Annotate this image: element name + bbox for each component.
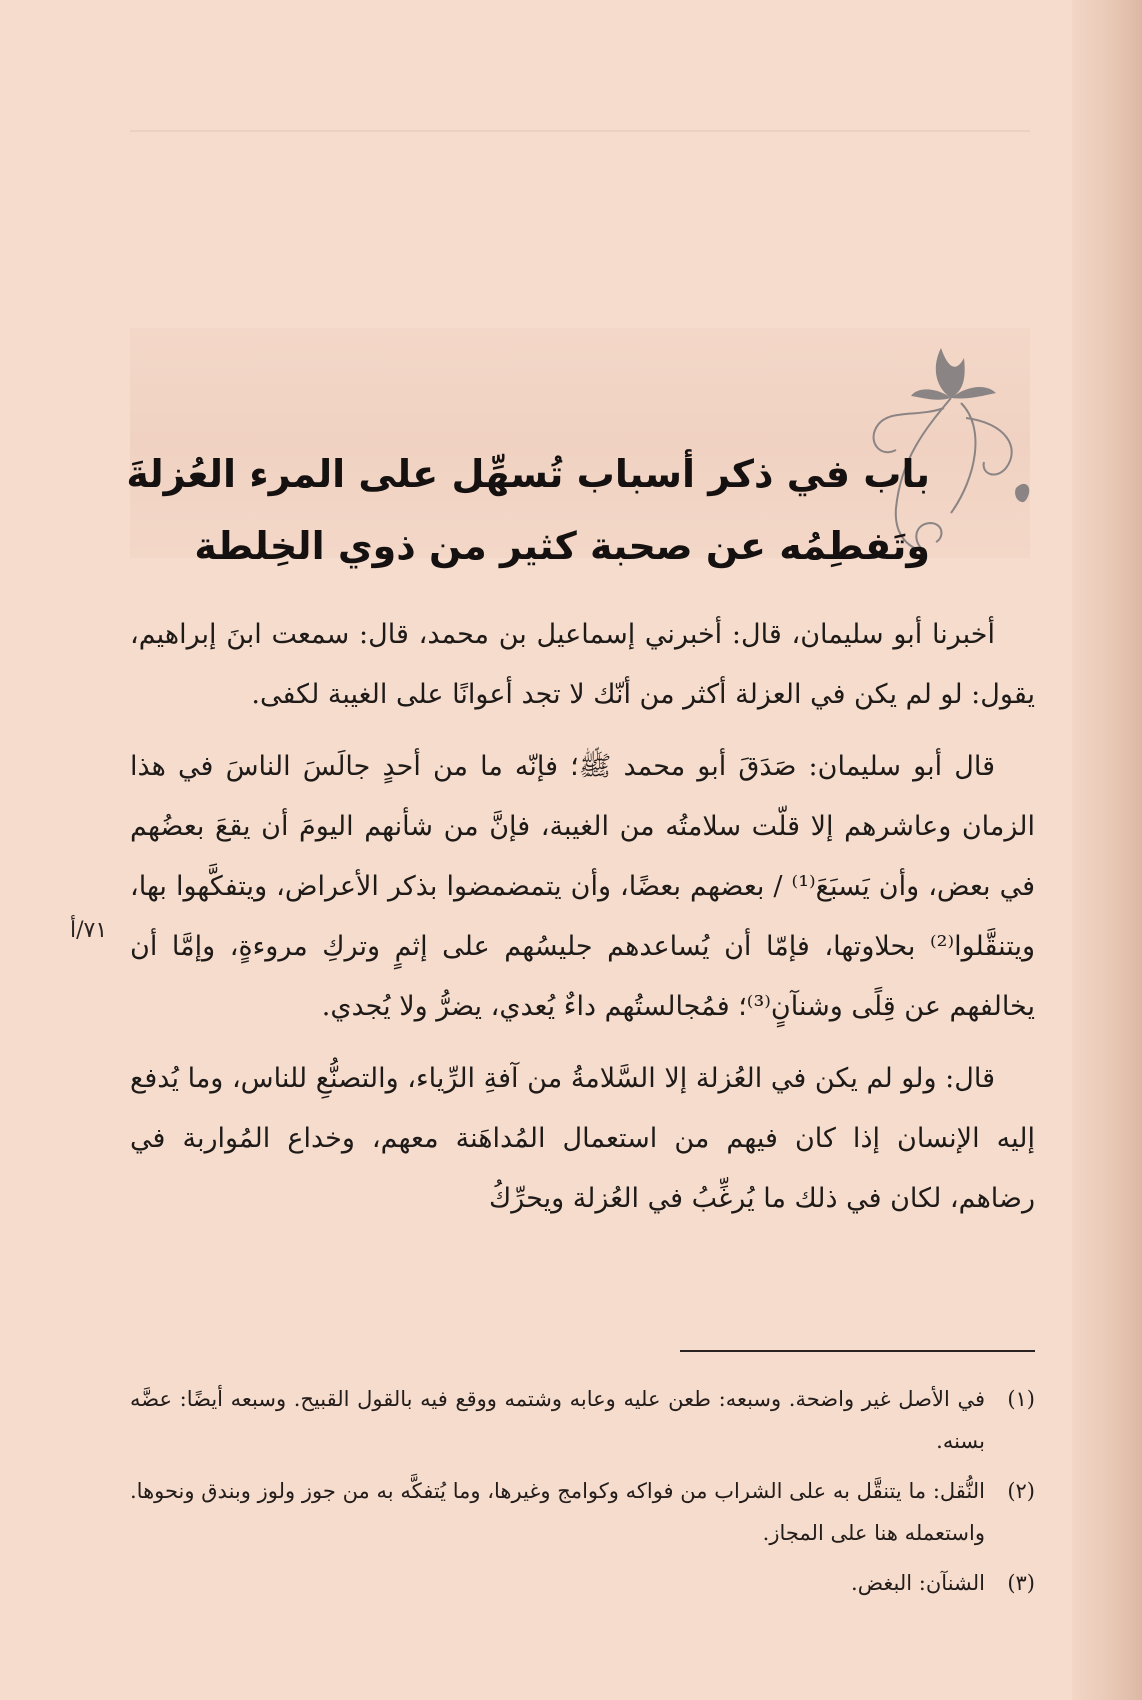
chapter-title-line-2: وتَفطِمُه عن صحبة كثير من ذوي الخِلطة: [194, 524, 930, 568]
show-through-header: [130, 130, 1030, 132]
footnote-divider: [680, 1350, 1035, 1352]
page-gutter: [1072, 0, 1142, 1700]
footnote-number: (٢): [1007, 1479, 1035, 1503]
main-text: [130, 605, 1035, 1241]
paragraph: قال: ولو لم يكن في العُزلة إلا السَّلامةُ من آفةِ الرِّياء، والتصنُّعِ للناس، وما يُدفع إليه الإنسان إذا كان فيهم من استعمال المُداهَنة معهم، وخداع المُواربة في رضاهم، لكان في ذلك ما يُرغِّبُ في العُزلة ويحرِّكُ: [130, 1063, 1035, 1214]
footnote: [130, 1378, 1035, 1462]
footnote-text: في الأصل غير واضحة. وسبعه: طعن عليه وعابه وشتمه ووقع فيه بالقول القبيح. وسبعه أيضًا: عضَّه بسنه.: [130, 1387, 985, 1453]
chapter-title-line-1: باب في ذكر أسباب تُسهِّل على المرء العُزلةَ: [126, 452, 930, 496]
footnote-text: الشنآن: البغض.: [851, 1571, 985, 1595]
manuscript-folio-marker: ٧١/أ: [70, 918, 108, 943]
paragraph: أخبرنا أبو سليمان، قال: أخبرني إسماعيل بن محمد، قال: سمعت ابنَ إبراهيم، يقول: لو لم يكن في العزلة أكثر من أنّك لا تجد أعوانًا على الغيبة لكفى.: [130, 619, 1035, 710]
footnote-text: النُّقل: ما يتنقَّل به على الشراب من فواكه وكوامج وغيرها، وما يُتفكَّه به من جوز ولوز وبندق ونحوها. واستعمله هنا على المجاز.: [130, 1479, 985, 1545]
footnote: [130, 1470, 1035, 1554]
footnote-number: (٣): [1007, 1571, 1035, 1595]
chapter-title: [126, 438, 930, 582]
footnotes: [130, 1378, 1035, 1612]
footnote: [130, 1562, 1035, 1604]
footnote-number: (١): [1007, 1387, 1035, 1411]
paragraph: قال أبو سليمان: صَدَقَ أبو محمد ﷺ؛ فإنّه ما من أحدٍ جالَسَ الناسَ في هذا الزمان وعاشرهم إلا قلّت سلامتُه من الغيبة، فإنَّ من شأنهم اليومَ أن يقعَ بعضُهم في بعض، وأن يَسبَعَ⁽¹⁾ / بعضهم بعضًا، وأن يتمضمضوا بذكر الأعراض، ويتفكَّهوا بها، ويتنقَّلوا⁽²⁾ بحلاوتها، فإمّا أن يُساعدهم جليسُهم على إثمٍ وتركِ مروءةٍ، وإمَّا أن يخالفهم عن قِلًى وشنآنٍ⁽³⁾؛ فمُجالستُهم داءٌ يُعدي، يضرُّ ولا يُجدي.: [130, 751, 1036, 1022]
